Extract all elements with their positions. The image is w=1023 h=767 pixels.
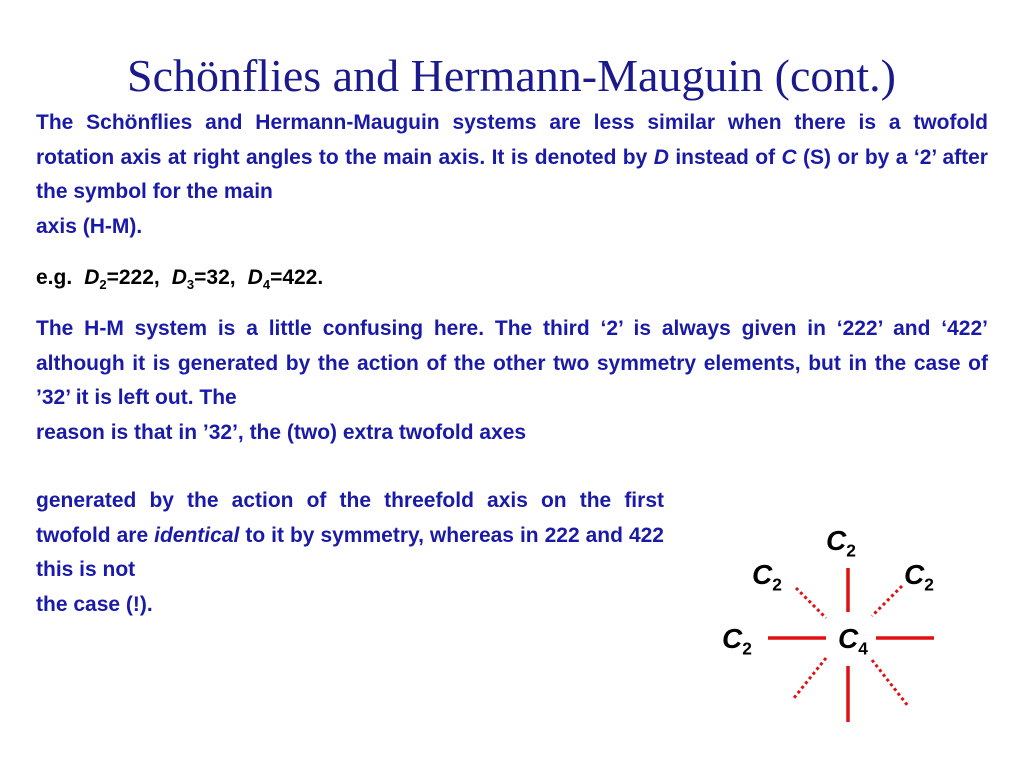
paragraph-threefold (36, 484, 664, 622)
example-d4-subscript: 4 (262, 277, 271, 293)
paragraph-intro (36, 106, 988, 244)
example-d4-value: =422. (270, 266, 324, 289)
hm-text-1: The H-M system is a little confusing here. The third ‘2’ is always given in ‘222’ and ‘422’ although it is generated by the action of the other two symmetry elements, but in the case of ’32’ it is left out. The (36, 317, 988, 409)
symmetry-axes-diagram (700, 510, 960, 750)
example-d3-value: =32, (194, 266, 236, 289)
slide-title: Schönflies and Hermann-Mauguin (cont.) (126, 50, 897, 101)
intro-text-3: (S) or by a ‘2’ after the symbol for the main (36, 145, 988, 203)
example-d2-subscript: 2 (99, 277, 107, 293)
axis-diagonal-lower-right (872, 660, 908, 706)
examples-line (36, 263, 323, 300)
axis-diagonal-upper-left (796, 588, 826, 618)
example-d3-subscript: 3 (186, 277, 195, 293)
intro-text-1: The Schönflies and Hermann-Mauguin systems are less similar when there is a twofold rotation axis at right angles to the main axis. It is denoted by (36, 111, 988, 169)
threefold-text-3: the case (!). (36, 592, 153, 616)
symbol-c: C (781, 145, 797, 169)
label-c2-top: $C_2$ (826, 525, 856, 561)
intro-text-2: instead of (668, 145, 782, 169)
intro-text-4: axis (H-M). (36, 214, 143, 238)
example-d3-symbol: D (171, 266, 187, 289)
example-d4-symbol: D (247, 266, 263, 289)
label-c2-upper-right: $C_2$ (904, 559, 934, 595)
label-c4-center: $C_4$ (838, 623, 868, 659)
paragraph-hm-explanation (36, 312, 988, 450)
threefold-text-1: generated by the action of the threefold axis on the first twofold are (36, 489, 664, 547)
hm-text-2: reason is that in ’32’, the (two) extra twofold axes (36, 420, 527, 444)
example-d2-symbol: D (84, 266, 100, 289)
axis-diagonal-lower-left (794, 658, 826, 698)
label-c2-upper-left: $C_2$ (752, 559, 782, 595)
examples-prefix: e.g. (36, 266, 73, 289)
symbol-d: D (653, 145, 669, 169)
identical-emphasis: identical (154, 523, 240, 547)
example-d2-value: =222, (106, 266, 160, 289)
threefold-text-2: to it by symmetry, whereas in 222 and 422 this is not (36, 523, 664, 581)
axis-diagonal-upper-right (872, 586, 902, 616)
label-c2-left: $C_2$ (722, 623, 752, 659)
